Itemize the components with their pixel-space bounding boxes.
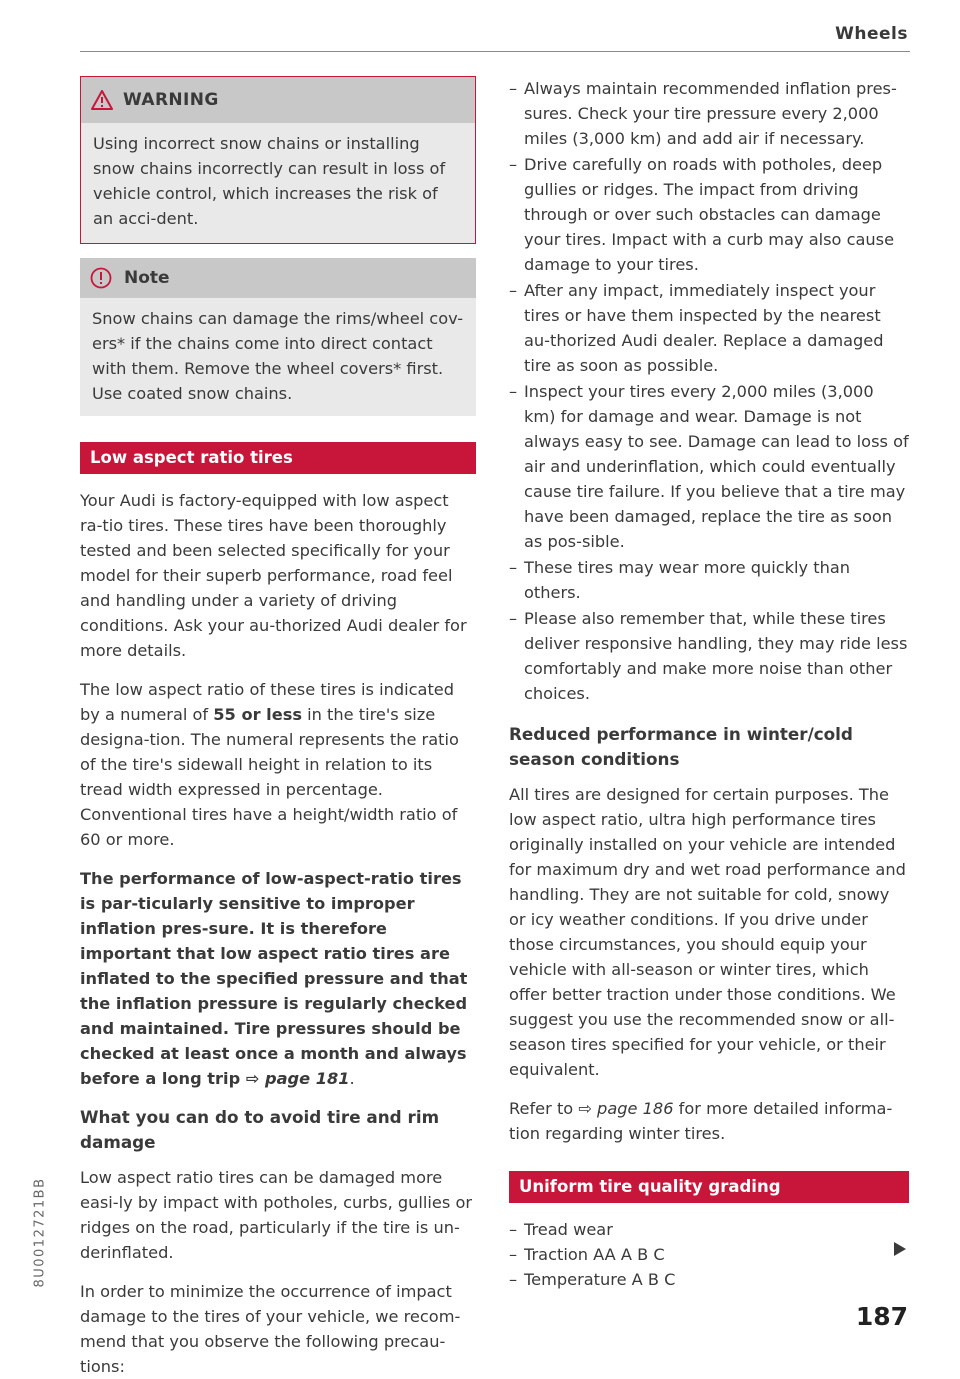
warning-body xyxy=(81,123,475,243)
note-header xyxy=(80,258,476,298)
low-aspect-bold-paragraph xyxy=(80,866,476,1091)
list-item: – After any impact, immediately inspect your tires or have them inspected by the nearest au-thorized Audi dealer. Replace a damaged tire as soon as possible. xyxy=(509,278,909,378)
subheading-avoid-damage: What you can do to avoid tire and rim damage xyxy=(80,1107,440,1152)
list-item: – Inspect your tires every 2,000 miles (3,000 km) for damage and wear. Damage is not always easy to see. Damage can lead to loss of air and underinflation, which could eventually cause tire failure. If you believe that a tire may have been damaged, replace the tire as soon as pos-sible. xyxy=(509,379,909,554)
p2-bold-value: 55 or less xyxy=(213,705,302,724)
side-code-text: 8U0012721BB xyxy=(32,1177,48,1288)
p3-bold-text: The performance of low-aspect-ratio tires is par-ticularly sensitive to improper inflation pres-sure. It is therefore important that low aspect ratio tires are inflated to the specified pressure and that the inflation pressure is regularly checked and maintained. Tire pressures should be checked at least once a month and always before a long trip xyxy=(80,869,468,1088)
page-186-reference-link[interactable]: ⇨ page 186 xyxy=(578,1099,674,1118)
warning-box xyxy=(80,76,476,244)
list-item: – Traction AA A B C xyxy=(509,1242,909,1267)
warning-triangle-icon xyxy=(91,90,113,110)
continue-arrow-icon xyxy=(893,1241,907,1257)
list-item: – Temperature A B C xyxy=(509,1267,909,1292)
p2-text-after: in the tire's size designa-tion. The numeral represents the ratio of the tire's sidewall height in relation to its tread width expressed in percentage. Conventional tires have a height/width ratio of 60 or more. xyxy=(80,705,459,849)
section-heading-uniform-grading: Uniform tire quality grading xyxy=(509,1171,909,1203)
avoid-damage-paragraph-2: In order to minimize the occurrence of impact damage to the tires of your vehicle, we recom-mend that you observe the following precau-tions: xyxy=(80,1282,461,1376)
low-aspect-paragraph-1: Your Audi is factory-equipped with low aspect ra-tio tires. These tires have been thoroughly tested and been selected specifically for your model for their superb performance, road feel and handling under a variety of driving conditions. Ask your au-thorized Audi dealer for more details. xyxy=(80,491,467,660)
right-column xyxy=(509,76,909,1292)
list-item: – Always maintain recommended inflation pres-sures. Check your tire pressure every 2,000 miles (3,000 km) and add air if necessary. xyxy=(509,76,909,151)
note-title: Note xyxy=(124,267,170,288)
low-aspect-paragraph-2 xyxy=(80,677,476,852)
list-item: – Drive carefully on roads with potholes, deep gullies or ridges. The impact from driving through or over such obstacles can damage your tires. Impact with a curb may also cause damage to your tires. xyxy=(509,152,909,277)
p2-text-before: The low aspect ratio of these tires is indicated by a numeral of xyxy=(80,680,455,724)
list-item: – Please also remember that, while these tires deliver responsive handling, they may ride less comfortably and make more noise than other choices. xyxy=(509,606,909,706)
avoid-damage-paragraph-1: Low aspect ratio tires can be damaged more easi-ly by impact with potholes, curbs, gullies or ridges on the road, particularly if the tire is un-derinflated. xyxy=(80,1168,473,1262)
warning-title: WARNING xyxy=(123,89,219,110)
header-divider xyxy=(80,51,910,52)
grading-list xyxy=(509,1217,909,1292)
warning-header xyxy=(81,77,475,123)
winter-refer-text: Refer to xyxy=(509,1099,579,1118)
p3-end: . xyxy=(349,1069,355,1088)
precautions-list xyxy=(509,76,909,706)
left-column xyxy=(80,76,476,1379)
note-body xyxy=(80,298,476,416)
winter-refer-after: for more detailed informa-tion regarding winter tires. xyxy=(509,1099,893,1143)
note-text: Snow chains can damage the rims/wheel cov-ers* if the chains come into direct contact with them. Remove the wheel covers* first. Use coated snow chains. xyxy=(92,309,464,403)
note-exclamation-icon xyxy=(90,267,112,289)
page-number: 187 xyxy=(855,1302,908,1331)
winter-paragraph-1: All tires are designed for certain purposes. The low aspect ratio, ultra high performance tires originally installed on your vehicle are intended for maximum dry and wet road performance and handling. They are not suitable for cold, snowy or icy weather conditions. If you drive under those circumstances, you should equip your vehicle with all-season or winter tires, which offer better traction under those conditions. We suggest you use the recommended snow or all-season tires specified for your vehicle, or their equivalent. xyxy=(509,785,906,1079)
list-item: – Tread wear xyxy=(509,1217,909,1242)
winter-paragraph-2 xyxy=(509,1096,909,1146)
side-code xyxy=(30,1125,50,1335)
running-header: Wheels xyxy=(835,24,908,44)
subheading-winter: Reduced performance in winter/cold season conditions xyxy=(509,724,853,769)
warning-text: Using incorrect snow chains or installing snow chains incorrectly can result in loss of vehicle control, which increases the risk of an acci-dent. xyxy=(93,134,446,228)
list-item: – These tires may wear more quickly than others. xyxy=(509,555,909,605)
page-181-reference-link[interactable]: ⇨ page 181 xyxy=(245,1069,350,1088)
section-heading-low-aspect: Low aspect ratio tires xyxy=(80,442,476,474)
note-box xyxy=(80,258,476,416)
